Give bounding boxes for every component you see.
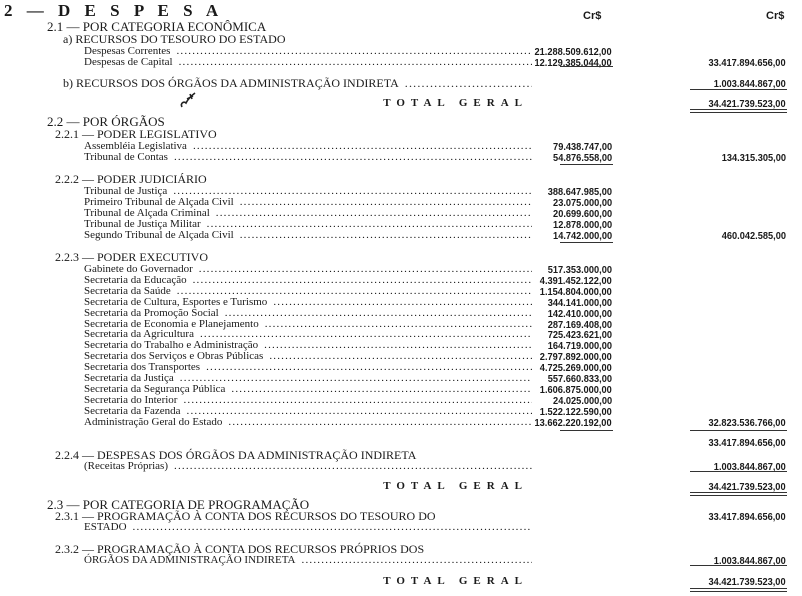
row-label: Secretaria da Agricultura bbox=[84, 328, 194, 341]
item-value: 517.353.000,00 bbox=[547, 264, 612, 276]
subsection-heading bbox=[63, 77, 532, 89]
subtotal-value: 34.421.739.523,00 bbox=[708, 98, 786, 110]
item-value: 21.288.509.612,00 bbox=[534, 46, 612, 58]
row-label: Secretaria da Saúde bbox=[84, 284, 171, 297]
row-label: ESTADO bbox=[84, 521, 127, 533]
row-label: 2.2.1 — PODER LEGISLATIVO bbox=[55, 127, 217, 141]
double-rule bbox=[690, 588, 787, 592]
item-value: 557.660.833,00 bbox=[547, 373, 612, 385]
sum-rule bbox=[560, 66, 613, 67]
dot-leader bbox=[302, 554, 533, 566]
sum-rule bbox=[690, 471, 787, 472]
line-item bbox=[84, 416, 532, 428]
subtotal-value: 134.315.305,00 bbox=[721, 152, 786, 164]
row-label: Tribunal de Justiça Militar bbox=[84, 218, 201, 230]
stamp-mark-icon bbox=[178, 90, 198, 110]
row-label: Primeiro Tribunal de Alçada Civil bbox=[84, 196, 234, 208]
row-label: Administração Geral do Estado bbox=[84, 415, 223, 428]
dot-leader bbox=[174, 151, 532, 163]
document-title: 2 — D E S P E S A bbox=[4, 1, 224, 20]
line-item bbox=[84, 554, 532, 566]
subtotal-value: 1.003.844.867,00 bbox=[714, 78, 786, 90]
line-item bbox=[84, 56, 532, 68]
dot-leader bbox=[228, 416, 532, 428]
row-label: 2.1 — POR CATEGORIA ECONÔMICA bbox=[47, 19, 267, 34]
item-value: 24.025.000,00 bbox=[552, 394, 612, 407]
dot-leader bbox=[179, 56, 532, 68]
row-label: Secretaria de Cultura, Esportes e Turismo bbox=[84, 295, 268, 308]
row-label: Secretaria de Economia e Planejamento bbox=[84, 317, 259, 330]
subsection-heading bbox=[55, 173, 555, 185]
section-heading bbox=[47, 115, 547, 127]
item-value: 1.522.122.590,00 bbox=[540, 405, 612, 418]
item-value: 79.438.747,00 bbox=[552, 141, 612, 153]
dot-leader bbox=[405, 77, 532, 89]
row-label: Assembléia Legislativa bbox=[84, 140, 187, 152]
item-value: 14.742.000,00 bbox=[552, 230, 612, 242]
subtotal-value: 32.823.536.766,00 bbox=[708, 416, 786, 429]
row-label: Despesas de Capital bbox=[84, 56, 173, 68]
row-label: Secretaria da Fazenda bbox=[84, 404, 181, 417]
subtotal-value: 1.003.844.867,00 bbox=[714, 461, 786, 473]
currency-header-col1: Cr$ bbox=[583, 10, 602, 22]
item-value: 2.797.892.000,00 bbox=[540, 351, 612, 364]
row-label: 2.2.2 — PODER JUDICIÁRIO bbox=[55, 172, 207, 186]
row-label: a) RECURSOS DO TESOURO DO ESTADO bbox=[63, 32, 286, 46]
item-value: 1.606.875.000,00 bbox=[540, 383, 612, 396]
double-rule bbox=[690, 492, 787, 496]
subtotal-value: 33.417.894.656,00 bbox=[708, 511, 786, 523]
subtotal-value: 1.003.844.867,00 bbox=[714, 555, 786, 567]
row-label: Segundo Tribunal de Alçada Civil bbox=[84, 229, 234, 241]
row-label: b) RECURSOS DOS ÓRGÃOS DA ADMINISTRAÇÃO INDIRETA bbox=[63, 76, 399, 90]
total-geral-label: TOTAL GERAL bbox=[383, 480, 528, 492]
row-label: Secretaria da Justiça bbox=[84, 372, 174, 384]
subtotal-value: 34.421.739.523,00 bbox=[708, 481, 786, 493]
subtotal-value: 33.417.894.656,00 bbox=[708, 57, 786, 69]
item-value: 287.169.408,00 bbox=[547, 318, 612, 331]
item-value: 388.647.985,00 bbox=[547, 186, 612, 198]
total-geral-label: TOTAL GERAL bbox=[383, 575, 528, 587]
row-label: Secretaria da Educação bbox=[84, 273, 187, 286]
dot-leader bbox=[240, 229, 532, 241]
sum-rule bbox=[560, 430, 613, 431]
sum-rule bbox=[560, 242, 613, 243]
row-label: Despesas Correntes bbox=[84, 45, 171, 57]
row-label: Tribunal de Contas bbox=[84, 151, 168, 163]
row-label: Secretaria do Interior bbox=[84, 393, 178, 406]
row-label: 2.3.1 — PROGRAMAÇÃO À CONTA DOS RECURSOS DO TESOURO DO bbox=[55, 509, 436, 523]
row-label: ÓRGÃOS DA ADMINISTRAÇÃO INDIRETA bbox=[84, 554, 296, 566]
item-value: 344.141.000,00 bbox=[547, 296, 612, 309]
item-value: 142.410.000,00 bbox=[547, 307, 612, 320]
total-geral-label: TOTAL GERAL bbox=[383, 97, 528, 109]
line-item bbox=[84, 229, 532, 241]
double-rule bbox=[690, 109, 787, 113]
subsection-heading bbox=[55, 251, 555, 263]
item-value: 12.878.000,00 bbox=[552, 219, 612, 231]
currency-header-col2: Cr$ bbox=[766, 10, 785, 22]
item-value: 164.719.000,00 bbox=[547, 340, 612, 353]
row-label: (Receitas Próprias) bbox=[84, 460, 168, 472]
row-label: 2.3 — POR CATEGORIA DE PROGRAMAÇÃO bbox=[47, 497, 310, 512]
row-label: Secretaria do Trabalho e Administração bbox=[84, 339, 259, 352]
row-label: 2.2.3 — PODER EXECUTIVO bbox=[55, 250, 208, 264]
item-value: 1.154.804.000,00 bbox=[540, 285, 612, 298]
row-label: Secretaria da Promoção Social bbox=[84, 306, 219, 319]
sum-rule bbox=[690, 89, 787, 90]
line-item bbox=[84, 521, 532, 533]
subsection-heading bbox=[55, 128, 555, 140]
item-value: 54.876.558,00 bbox=[552, 152, 612, 164]
row-label: 2.3.2 — PROGRAMAÇÃO À CONTA DOS RECURSOS PRÓPRIOS DOS bbox=[55, 542, 425, 556]
item-value: 23.075.000,00 bbox=[552, 197, 612, 209]
row-label: Secretaria dos Serviços e Obras Públicas bbox=[84, 350, 264, 363]
row-label: 2.2 — POR ÓRGÃOS bbox=[47, 114, 165, 129]
item-value: 12.129.385.044,00 bbox=[534, 57, 612, 69]
item-value: 4.391.452.122,00 bbox=[540, 274, 612, 287]
row-label: 2.2.4 — DESPESAS DOS ÓRGÃOS DA ADMINISTRAÇÃO INDIRETA bbox=[55, 448, 417, 462]
row-label: Secretaria da Segurança Pública bbox=[84, 382, 226, 395]
subtotal-value: 34.421.739.523,00 bbox=[708, 576, 786, 588]
row-label: Gabinete do Governador bbox=[84, 263, 193, 275]
dot-leader bbox=[174, 460, 532, 472]
subtotal-value: 33.417.894.656,00 bbox=[708, 437, 786, 449]
row-label: Tribunal de Justiça bbox=[84, 185, 168, 197]
item-value: 725.423.621,00 bbox=[547, 329, 612, 342]
item-value: 4.725.269.000,00 bbox=[540, 362, 612, 375]
sum-rule bbox=[690, 565, 787, 566]
row-label: Secretaria dos Transportes bbox=[84, 361, 201, 374]
subsection-heading bbox=[63, 33, 563, 45]
sum-rule bbox=[690, 430, 787, 431]
row-label: Tribunal de Alçada Criminal bbox=[84, 207, 210, 219]
line-item bbox=[84, 460, 532, 472]
subtotal-value: 460.042.585,00 bbox=[721, 230, 786, 242]
item-value: 13.662.220.192,00 bbox=[534, 416, 612, 429]
line-item bbox=[84, 151, 532, 163]
item-value: 20.699.600,00 bbox=[552, 208, 612, 220]
section-heading bbox=[47, 20, 547, 32]
sum-rule bbox=[560, 164, 613, 165]
dot-leader bbox=[133, 521, 532, 533]
